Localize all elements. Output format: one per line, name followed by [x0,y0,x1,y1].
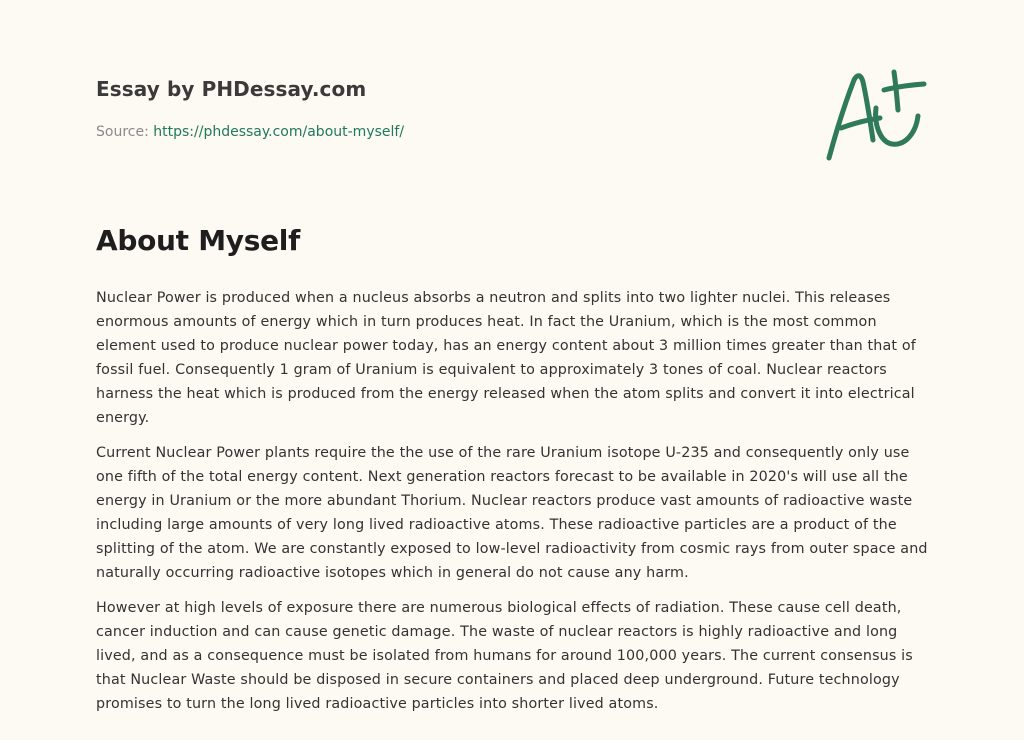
essay-body [96,286,930,727]
source-link[interactable]: https://phdessay.com/about-myself/ [153,124,405,140]
site-title: Essay by PHDessay.com [96,77,367,101]
essay-paragraph: However at high levels of exposure there are numerous biological effects of radiation. These cause cell death, cancer induction and can cause genetic damage. The waste of nuclear reactors is highly radioactive and long lived, and as a consequence must be isolated from humans for around 100,000 years. The current consensus is that Nuclear Waste should be disposed in secure containers and placed deep underground. Future technology promises to turn the long lived radioactive particles into shorter lived atoms. [96,600,913,712]
essay-title: About Myself [96,224,300,257]
a-plus-logo-icon [822,66,930,166]
essay-paragraph: Current Nuclear Power plants require the the use of the rare Uranium isotope U-235 and consequently only use one fifth of the total energy content. Next generation reactors forecast to be available in 2020's will use all the energy in Uranium or the more abundant Thorium. Nuclear reactors produce vast amounts of radioactive waste including large amounts of very long lived radioactive atoms. These radioactive particles are a product of the splitting of the atom. We are constantly exposed to low-level radioactivity from cosmic rays from outer space and naturally occurring radioactive isotopes which in general do not cause any harm. [96,445,928,581]
essay-paragraph: Nuclear Power is produced when a nucleus absorbs a neutron and splits into two lighter nuclei. This releases enormous amounts of energy which in turn produces heat. In fact the Uranium, which is the most common element used to produce nuclear power today, has an energy content about 3 million times greater than that of fossil fuel. Consequently 1 gram of Uranium is equivalent to approximately 3 tones of coal. Nuclear reactors harness the heat which is produced from the energy released when the atom splits and convert it into electrical energy. [96,290,916,426]
source-label: Source: [96,124,149,140]
source-line [96,124,404,140]
